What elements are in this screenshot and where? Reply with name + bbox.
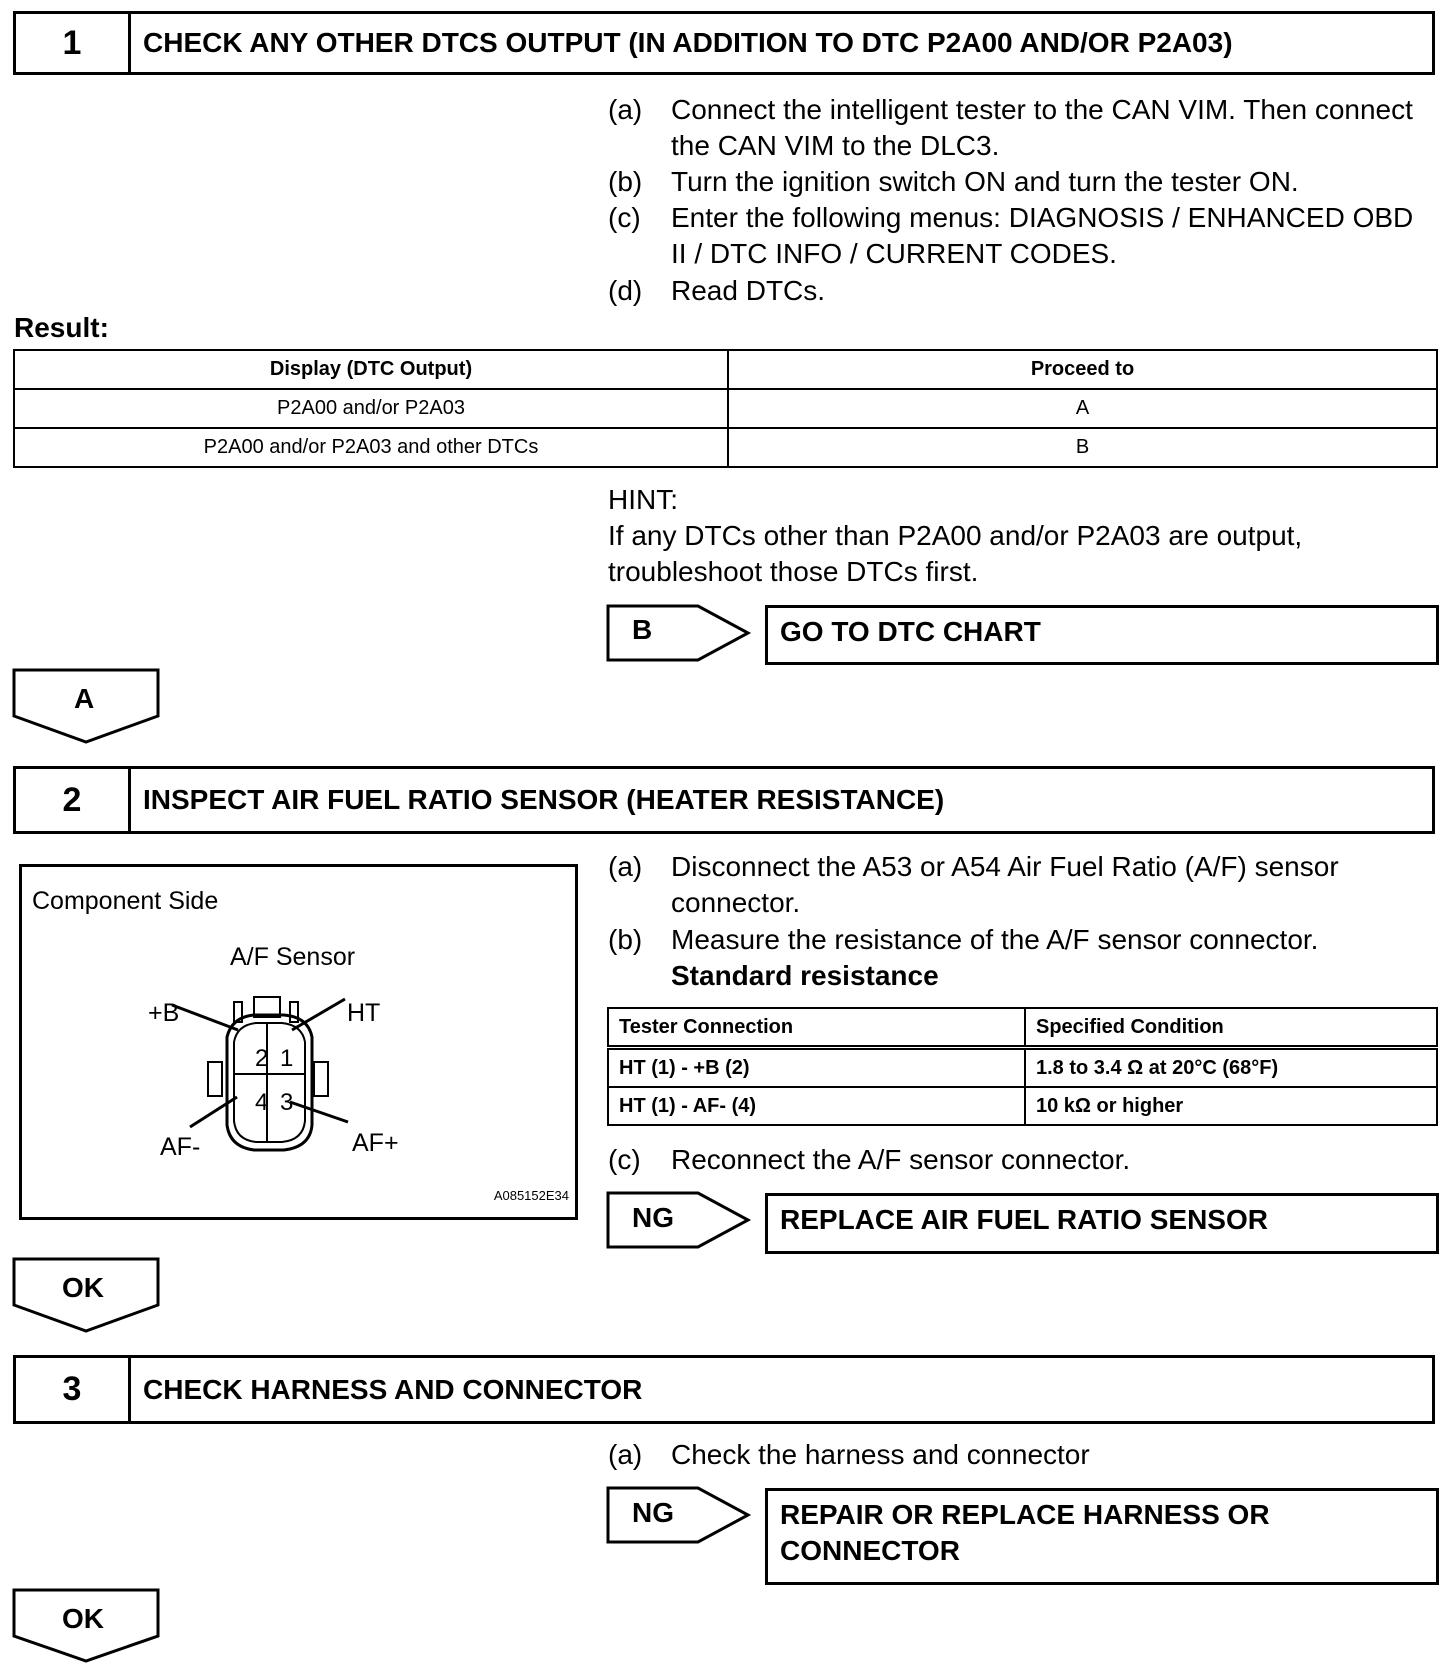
table-cell: P2A00 and/or P2A03 and other DTCs (14, 428, 728, 467)
instruction (608, 200, 1428, 272)
instruction-label: (d) (608, 275, 643, 306)
column-header: Display (DTC Output) (14, 350, 728, 389)
step-title: INSPECT AIR FUEL RATIO SENSOR (HEATER RESISTANCE) (143, 784, 945, 815)
step-number: 2 (16, 769, 131, 831)
instruction (608, 1437, 1428, 1473)
table-cell: HT (1) - AF- (4) (608, 1087, 1025, 1125)
instruction (608, 1142, 1428, 1178)
table-row (608, 1048, 1437, 1088)
next-label: OK (62, 1603, 104, 1634)
step-3-header (13, 1355, 1435, 1424)
pin-label-ht: HT (347, 999, 381, 1027)
hint-label: HINT: (608, 484, 678, 515)
figure-id: A085152E34 (493, 1188, 569, 1203)
result-table (13, 349, 1438, 468)
instruction (608, 273, 1428, 309)
instruction-label: (a) (608, 851, 643, 882)
table-cell: A (728, 389, 1437, 428)
branch-arrow-b (606, 604, 756, 662)
result-label: Result: (14, 312, 109, 343)
column-header: Tester Connection (608, 1008, 1025, 1048)
column-header: Specified Condition (1025, 1008, 1437, 1048)
branch-target-link[interactable]: GO TO DTC CHART (765, 605, 1439, 665)
branch-target-link[interactable]: REPLACE AIR FUEL RATIO SENSOR (765, 1193, 1439, 1254)
table-row (14, 428, 1437, 467)
instruction-label: (c) (608, 1144, 641, 1175)
instruction-label: (b) (608, 924, 643, 955)
instruction-label: (c) (608, 202, 641, 233)
branch-label: NG (632, 1497, 674, 1528)
standard-label: Standard resistance (671, 960, 939, 991)
hint (608, 482, 1388, 590)
instruction (608, 849, 1428, 921)
instruction-text: Measure the resistance of the A/F sensor connector. (671, 924, 1319, 955)
step-number: 3 (16, 1358, 131, 1421)
step-title: CHECK ANY OTHER DTCS OUTPUT (IN ADDITION TO DTC P2A00 AND/OR P2A03) (143, 27, 1233, 58)
pin-label-b: +B (148, 999, 180, 1027)
instruction-label: (a) (608, 1439, 643, 1470)
diagram-title: A/F Sensor (230, 943, 356, 971)
branch-label: NG (632, 1202, 674, 1233)
pin-3: 3 (280, 1089, 294, 1116)
step-1-header (13, 11, 1435, 75)
next-label: A (74, 683, 95, 714)
instruction-text: Disconnect the A53 or A54 Air Fuel Ratio (A/F) sensor connector. (671, 851, 1339, 918)
table-cell: 10 kΩ or higher (1025, 1087, 1437, 1125)
step-number: 1 (16, 14, 131, 72)
pin-label-af-plus: AF+ (352, 1129, 399, 1157)
connector-drawing (22, 867, 575, 1217)
branch-label: B (632, 614, 653, 645)
table-header-row (14, 350, 1437, 389)
table-cell: P2A00 and/or P2A03 (14, 389, 728, 428)
column-header: Proceed to (728, 350, 1437, 389)
pin-1: 1 (280, 1045, 294, 1072)
resistance-table (607, 1007, 1438, 1126)
instruction-label: (a) (608, 94, 643, 125)
instruction-text: Connect the intelligent tester to the CAN VIM. Then connect the CAN VIM to the DLC3. (671, 94, 1413, 161)
table-row (608, 1087, 1437, 1125)
hint-text: If any DTCs other than P2A00 and/or P2A03 are output, troubleshoot those DTCs first. (608, 520, 1303, 587)
table-header-row (608, 1008, 1437, 1048)
instruction-text: Reconnect the A/F sensor connector. (671, 1144, 1131, 1175)
instruction (608, 92, 1428, 164)
connector-diagram (19, 864, 578, 1220)
pin-2: 2 (255, 1045, 269, 1072)
instruction-text: Turn the ignition switch ON and turn the tester ON. (671, 166, 1299, 197)
table-cell: 1.8 to 3.4 Ω at 20°C (68°F) (1025, 1048, 1437, 1088)
branch-target-link[interactable]: REPAIR OR REPLACE HARNESS OR CONNECTOR (765, 1488, 1439, 1585)
table-cell: HT (1) - +B (2) (608, 1048, 1025, 1088)
instruction (608, 922, 1428, 958)
diagram-caption: Component Side (32, 887, 219, 915)
pin-4: 4 (255, 1089, 269, 1116)
instruction-text: Enter the following menus: DIAGNOSIS / ENHANCED OBD II / DTC INFO / CURRENT CODES. (671, 202, 1414, 269)
pin-label-af-minus: AF- (160, 1133, 201, 1161)
table-cell: B (728, 428, 1437, 467)
instruction-label: (b) (608, 166, 643, 197)
branch-arrow-ng (606, 1191, 756, 1249)
instruction-text: Read DTCs. (671, 275, 826, 306)
branch-arrow-ng (606, 1486, 756, 1544)
table-row (14, 389, 1437, 428)
next-label: OK (62, 1272, 104, 1303)
step-2-header (13, 766, 1435, 834)
instruction-text: Check the harness and connector (671, 1439, 1090, 1470)
step-title: CHECK HARNESS AND CONNECTOR (143, 1373, 643, 1405)
instruction (608, 164, 1428, 200)
